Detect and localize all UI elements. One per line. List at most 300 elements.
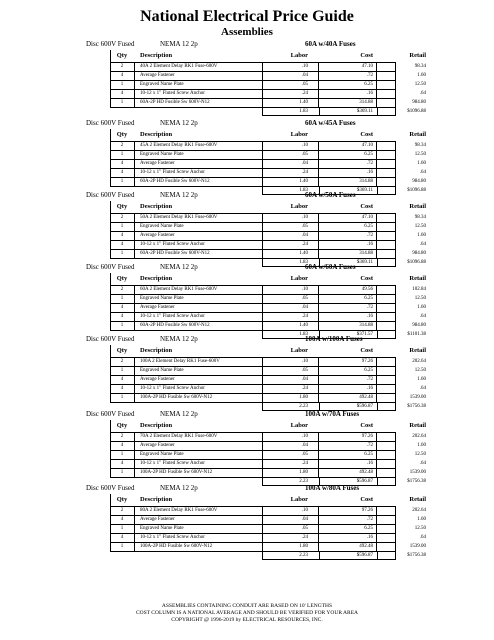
cell-divider bbox=[134, 214, 135, 222]
cell-labor: .10 bbox=[301, 215, 308, 220]
table-row bbox=[110, 142, 426, 151]
cell-divider bbox=[376, 72, 377, 80]
total-cost: $596.87 bbox=[356, 553, 373, 558]
cell-description: Engraved Name Plate bbox=[140, 296, 184, 301]
cell-divider bbox=[262, 516, 263, 524]
column-header-labor: Labor bbox=[290, 203, 308, 210]
cell-divider bbox=[376, 469, 377, 477]
section-nema: NEMA 12 2p bbox=[160, 119, 198, 127]
column-header-retail: Retail bbox=[409, 422, 426, 429]
section-nema: NEMA 12 2p bbox=[160, 40, 198, 48]
cell-retail: 1539.00 bbox=[409, 544, 426, 549]
section-header bbox=[0, 482, 494, 494]
table-row bbox=[110, 99, 426, 108]
cell-divider bbox=[262, 72, 263, 80]
table-row bbox=[110, 223, 426, 232]
cell-labor: .04 bbox=[301, 377, 308, 382]
cell-cost: 6.25 bbox=[364, 296, 373, 301]
cell-description: 10-12 x 1" Fluted Screw Anchor bbox=[140, 386, 205, 391]
table-row bbox=[110, 178, 426, 187]
section-nema: NEMA 12 2p bbox=[160, 484, 198, 492]
cell-divider bbox=[376, 460, 377, 468]
cell-divider bbox=[262, 313, 263, 321]
cell-divider bbox=[376, 90, 377, 98]
cell-divider bbox=[376, 525, 377, 533]
cell-labor: .24 bbox=[301, 535, 308, 540]
cell-qty: 4 bbox=[120, 305, 124, 310]
cell-cost: .16 bbox=[366, 386, 373, 391]
cell-qty: 4 bbox=[120, 443, 124, 448]
cell-divider bbox=[134, 385, 135, 393]
cell-divider bbox=[134, 142, 135, 150]
cell-divider bbox=[134, 313, 135, 321]
table-row bbox=[110, 295, 426, 304]
cell-retail: 98.34 bbox=[414, 215, 426, 220]
cell-cost: 47.10 bbox=[361, 215, 373, 220]
cell-cost: 314.88 bbox=[359, 179, 373, 184]
cell-divider bbox=[318, 241, 319, 249]
cell-divider bbox=[262, 525, 263, 533]
cell-divider bbox=[318, 304, 319, 312]
cell-divider bbox=[262, 63, 263, 71]
cell-divider bbox=[318, 376, 319, 384]
column-header-qty: Qty bbox=[116, 347, 128, 354]
cell-retail: 1539.00 bbox=[409, 470, 426, 475]
total-cost: $369.11 bbox=[356, 109, 373, 114]
cell-qty: 1 bbox=[120, 395, 124, 400]
cell-retail: 12.50 bbox=[414, 152, 426, 157]
cell-cost: .16 bbox=[366, 461, 373, 466]
cell-retail: 202.64 bbox=[412, 508, 426, 513]
cell-labor: .04 bbox=[301, 161, 308, 166]
section-rating: 100A w/80A Fuses bbox=[305, 484, 360, 492]
table-row bbox=[110, 90, 426, 99]
cell-description: 60A-2P HD Fusible Sw 600V-N12 bbox=[140, 179, 210, 184]
cell-cost: .72 bbox=[366, 443, 373, 448]
cell-cost: 6.25 bbox=[364, 82, 373, 87]
column-header-cost: Cost bbox=[360, 275, 373, 282]
cell-divider bbox=[262, 543, 263, 551]
cell-divider bbox=[262, 142, 263, 150]
cell-divider bbox=[318, 385, 319, 393]
cell-qty: 2 bbox=[120, 287, 124, 292]
total-retail: $1756.38 bbox=[407, 479, 426, 484]
cell-qty: 1 bbox=[120, 296, 124, 301]
table-row bbox=[110, 507, 426, 516]
cell-divider bbox=[376, 223, 377, 231]
footer-line: COST COLUMN IS A NATIONAL AVERAGE AND SHOULD BE VERIFIED FOR YOUR AREA bbox=[135, 610, 359, 616]
cell-retail: 984.80 bbox=[412, 323, 426, 328]
cell-divider bbox=[134, 433, 135, 441]
cell-divider bbox=[262, 322, 263, 330]
cell-description: 70A 2 Element Delay RK1 Fuse-600V bbox=[140, 434, 218, 439]
cell-cost: 492.48 bbox=[359, 395, 373, 400]
cell-retail: 12.50 bbox=[414, 224, 426, 229]
cell-divider bbox=[376, 250, 377, 258]
cell-retail: 98.34 bbox=[414, 143, 426, 148]
cell-description: 40A 2 Element Delay RK1 Fuse-600V bbox=[140, 64, 218, 69]
cell-description: Average Fastener bbox=[140, 161, 175, 166]
total-cost: $596.87 bbox=[356, 404, 373, 409]
cell-description: Average Fastener bbox=[140, 73, 175, 78]
cell-description: Engraved Name Plate bbox=[140, 368, 184, 373]
cell-divider bbox=[262, 99, 263, 107]
cell-divider bbox=[134, 469, 135, 477]
section-header bbox=[0, 117, 494, 129]
cell-retail: 102.84 bbox=[412, 287, 426, 292]
cell-divider bbox=[376, 151, 377, 159]
total-labor: 1.83 bbox=[299, 332, 308, 337]
cell-divider bbox=[262, 286, 263, 294]
cell-divider bbox=[134, 178, 135, 186]
footer-notes bbox=[0, 603, 494, 624]
column-header-retail: Retail bbox=[409, 496, 426, 503]
column-header-labor: Labor bbox=[290, 52, 308, 59]
column-header-description: Description bbox=[140, 131, 173, 138]
table-row bbox=[110, 376, 426, 385]
cell-qty: 4 bbox=[120, 377, 124, 382]
assembly-section bbox=[0, 408, 494, 486]
section-nema: NEMA 12 2p bbox=[160, 410, 198, 418]
cell-divider bbox=[376, 295, 377, 303]
column-header-qty: Qty bbox=[116, 422, 128, 429]
column-headers bbox=[110, 273, 426, 286]
cell-labor: .05 bbox=[301, 452, 308, 457]
cell-divider bbox=[376, 376, 377, 384]
cell-divider bbox=[319, 108, 320, 115]
cell-divider bbox=[134, 286, 135, 294]
table-row bbox=[110, 214, 426, 223]
cell-cost: 47.10 bbox=[361, 143, 373, 148]
cell-labor: .24 bbox=[301, 386, 308, 391]
column-header-description: Description bbox=[140, 496, 173, 503]
column-header-qty: Qty bbox=[116, 275, 128, 282]
cell-divider bbox=[134, 241, 135, 249]
cell-divider bbox=[262, 442, 263, 450]
cell-divider bbox=[134, 250, 135, 258]
total-retail: $1101.38 bbox=[407, 332, 426, 337]
cell-retail: 1.60 bbox=[417, 233, 426, 238]
section-header bbox=[0, 261, 494, 273]
cell-qty: 4 bbox=[120, 233, 124, 238]
cell-divider bbox=[134, 358, 135, 366]
footer-line: COPYRIGHT @ 1996-2019 by ELECTRICAL RESOURCES, INC. bbox=[171, 617, 323, 623]
cell-retail: .64 bbox=[419, 386, 426, 391]
cell-cost: 97.26 bbox=[361, 434, 373, 439]
cell-labor: .04 bbox=[301, 517, 308, 522]
cell-divider bbox=[134, 99, 135, 107]
cell-cost: 314.88 bbox=[359, 251, 373, 256]
column-header-labor: Labor bbox=[290, 131, 308, 138]
column-header-labor: Labor bbox=[290, 422, 308, 429]
cell-cost: .16 bbox=[366, 242, 373, 247]
cell-description: 100A-2P HD Fusible Sw 600V-N12 bbox=[140, 470, 213, 475]
total-labor: 1.83 bbox=[299, 109, 308, 114]
cell-retail: 12.50 bbox=[414, 368, 426, 373]
cell-labor: 1.80 bbox=[299, 544, 308, 549]
cell-qty: 1 bbox=[120, 368, 124, 373]
section-rating: 60A w/40A Fuses bbox=[305, 40, 356, 48]
cell-description: Average Fastener bbox=[140, 233, 175, 238]
cell-qty: 2 bbox=[120, 434, 124, 439]
total-row bbox=[110, 108, 426, 116]
section-type: Disc 600V Fused bbox=[86, 484, 135, 492]
cell-divider bbox=[376, 516, 377, 524]
cell-divider bbox=[376, 286, 377, 294]
cell-divider bbox=[376, 81, 377, 89]
total-labor: 1.83 bbox=[299, 188, 308, 193]
cell-description: 45A 2 Element Delay RK1 Fuse-600V bbox=[140, 143, 218, 148]
cell-cost: 314.88 bbox=[359, 323, 373, 328]
cell-divider bbox=[262, 376, 263, 384]
column-header-description: Description bbox=[140, 422, 173, 429]
cell-divider bbox=[262, 460, 263, 468]
cell-divider bbox=[262, 250, 263, 258]
cell-divider bbox=[262, 160, 263, 168]
cell-retail: 984.80 bbox=[412, 100, 426, 105]
cell-retail: 1.60 bbox=[417, 443, 426, 448]
cell-labor: .24 bbox=[301, 314, 308, 319]
cell-labor: .05 bbox=[301, 526, 308, 531]
cell-divider bbox=[318, 469, 319, 477]
cell-divider bbox=[318, 295, 319, 303]
cell-divider bbox=[318, 543, 319, 551]
section-nema: NEMA 12 2p bbox=[160, 263, 198, 271]
cell-divider bbox=[376, 142, 377, 150]
cell-divider bbox=[318, 63, 319, 71]
cell-retail: 12.50 bbox=[414, 452, 426, 457]
cell-divider bbox=[376, 358, 377, 366]
total-labor: 2.23 bbox=[299, 553, 308, 558]
cell-divider bbox=[376, 543, 377, 551]
cell-qty: 2 bbox=[120, 508, 124, 513]
cell-description: 100A 2 Element Delay RK1 Fuse-600V bbox=[140, 359, 220, 364]
total-labor: 2.23 bbox=[299, 404, 308, 409]
section-rating: 60A w/45A Fuses bbox=[305, 119, 356, 127]
column-header-cost: Cost bbox=[360, 203, 373, 210]
cell-labor: .10 bbox=[301, 287, 308, 292]
cell-divider bbox=[376, 507, 377, 515]
cell-retail: 12.50 bbox=[414, 82, 426, 87]
cell-divider bbox=[376, 394, 377, 402]
cell-description: 10-12 x 1" Fluted Screw Anchor bbox=[140, 170, 205, 175]
section-header bbox=[0, 189, 494, 201]
table-row bbox=[110, 433, 426, 442]
column-headers bbox=[110, 494, 426, 507]
cell-description: 60A 2 Element Delay RK1 Fuse-600V bbox=[140, 287, 218, 292]
cell-divider bbox=[376, 160, 377, 168]
cell-labor: .05 bbox=[301, 296, 308, 301]
cell-qty: 2 bbox=[120, 64, 124, 69]
cell-qty: 1 bbox=[120, 452, 124, 457]
assembly-section bbox=[0, 333, 494, 411]
cell-cost: .16 bbox=[366, 314, 373, 319]
cell-divider bbox=[134, 507, 135, 515]
cell-qty: 4 bbox=[120, 314, 124, 319]
cell-description: 10-12 x 1" Fluted Screw Anchor bbox=[140, 91, 205, 96]
cell-divider bbox=[318, 214, 319, 222]
cell-divider bbox=[376, 232, 377, 240]
cell-description: 60A-2P HD Fusible Sw 600V-N12 bbox=[140, 251, 210, 256]
section-nema: NEMA 12 2p bbox=[160, 335, 198, 343]
cell-divider bbox=[262, 385, 263, 393]
cell-qty: 2 bbox=[120, 143, 124, 148]
table-row bbox=[110, 169, 426, 178]
column-header-labor: Labor bbox=[290, 275, 308, 282]
cell-labor: .10 bbox=[301, 359, 308, 364]
column-header-description: Description bbox=[140, 347, 173, 354]
column-header-cost: Cost bbox=[360, 347, 373, 354]
cell-description: 60A-2P HD Fusible Sw 600V-N12 bbox=[140, 323, 210, 328]
cell-qty: 4 bbox=[120, 242, 124, 247]
cell-divider bbox=[262, 358, 263, 366]
cell-divider bbox=[262, 169, 263, 177]
cell-divider bbox=[262, 223, 263, 231]
cell-divider bbox=[376, 169, 377, 177]
cell-divider bbox=[262, 241, 263, 249]
cell-divider bbox=[262, 507, 263, 515]
table-row bbox=[110, 250, 426, 259]
total-row bbox=[110, 552, 426, 560]
assembly-section bbox=[0, 482, 494, 560]
cell-cost: .72 bbox=[366, 161, 373, 166]
cell-qty: 1 bbox=[120, 100, 124, 105]
table-row bbox=[110, 322, 426, 331]
cell-divider bbox=[134, 367, 135, 375]
cell-divider bbox=[318, 232, 319, 240]
cell-labor: 1.40 bbox=[299, 179, 308, 184]
section-type: Disc 600V Fused bbox=[86, 335, 135, 343]
cell-divider bbox=[318, 313, 319, 321]
table-row bbox=[110, 72, 426, 81]
total-retail: $1756.38 bbox=[407, 553, 426, 558]
column-header-qty: Qty bbox=[116, 203, 128, 210]
column-header-description: Description bbox=[140, 52, 173, 59]
table-row bbox=[110, 367, 426, 376]
cell-divider bbox=[134, 160, 135, 168]
cell-divider bbox=[134, 525, 135, 533]
section-type: Disc 600V Fused bbox=[86, 191, 135, 199]
cell-labor: .04 bbox=[301, 73, 308, 78]
column-headers bbox=[110, 50, 426, 63]
cell-divider bbox=[134, 90, 135, 98]
cell-labor: 1.40 bbox=[299, 100, 308, 105]
cell-cost: .72 bbox=[366, 305, 373, 310]
cell-divider bbox=[318, 460, 319, 468]
cell-retail: .64 bbox=[419, 461, 426, 466]
cell-divider bbox=[134, 295, 135, 303]
cell-qty: 4 bbox=[120, 461, 124, 466]
table-row bbox=[110, 469, 426, 478]
cell-cost: 97.26 bbox=[361, 359, 373, 364]
cell-description: Average Fastener bbox=[140, 517, 175, 522]
cell-cost: 47.10 bbox=[361, 64, 373, 69]
cell-divider bbox=[262, 81, 263, 89]
total-retail: $1096.88 bbox=[407, 109, 426, 114]
total-retail: $1756.38 bbox=[407, 404, 426, 409]
cell-labor: .04 bbox=[301, 443, 308, 448]
cell-description: Engraved Name Plate bbox=[140, 452, 184, 457]
table-row bbox=[110, 81, 426, 90]
section-rating: 100A w/100A Fuses bbox=[305, 335, 363, 343]
section-type: Disc 600V Fused bbox=[86, 119, 135, 127]
cell-divider bbox=[318, 250, 319, 258]
total-cost: $371.57 bbox=[356, 332, 373, 337]
cell-divider bbox=[262, 214, 263, 222]
page-title: National Electrical Price Guide bbox=[140, 8, 354, 25]
cell-divider bbox=[134, 322, 135, 330]
cell-divider bbox=[134, 376, 135, 384]
cell-cost: .72 bbox=[366, 73, 373, 78]
table-row bbox=[110, 232, 426, 241]
total-cost: $596.87 bbox=[356, 479, 373, 484]
section-rating: 100A w/70A Fuses bbox=[305, 410, 360, 418]
cell-labor: .10 bbox=[301, 64, 308, 69]
table-row bbox=[110, 286, 426, 295]
cell-description: 10-12 x 1" Fluted Screw Anchor bbox=[140, 461, 205, 466]
cell-qty: 1 bbox=[120, 152, 124, 157]
table-row bbox=[110, 394, 426, 403]
cell-cost: 97.26 bbox=[361, 508, 373, 513]
cell-cost: 49.56 bbox=[361, 287, 373, 292]
cell-description: 100A-2P HD Fusible Sw 600V-N12 bbox=[140, 544, 213, 549]
cell-retail: 12.50 bbox=[414, 526, 426, 531]
cell-labor: .10 bbox=[301, 434, 308, 439]
total-labor: 1.83 bbox=[299, 260, 308, 265]
cell-divider bbox=[134, 304, 135, 312]
cell-divider bbox=[319, 552, 320, 559]
cell-retail: 1.60 bbox=[417, 305, 426, 310]
total-cost: $369.11 bbox=[356, 188, 373, 193]
cell-cost: 6.25 bbox=[364, 224, 373, 229]
cell-divider bbox=[318, 99, 319, 107]
column-header-description: Description bbox=[140, 203, 173, 210]
column-header-qty: Qty bbox=[116, 131, 128, 138]
column-header-labor: Labor bbox=[290, 496, 308, 503]
column-headers bbox=[110, 345, 426, 358]
cell-divider bbox=[134, 169, 135, 177]
cell-divider bbox=[262, 232, 263, 240]
total-retail: $1096.88 bbox=[407, 188, 426, 193]
column-header-retail: Retail bbox=[409, 131, 426, 138]
cell-divider bbox=[134, 151, 135, 159]
cell-divider bbox=[318, 442, 319, 450]
cell-qty: 2 bbox=[120, 359, 124, 364]
section-header bbox=[0, 408, 494, 420]
table-row bbox=[110, 525, 426, 534]
cell-divider bbox=[376, 241, 377, 249]
cell-retail: .64 bbox=[419, 314, 426, 319]
table-row bbox=[110, 451, 426, 460]
section-rating: 60A w/60A Fuses bbox=[305, 263, 356, 271]
table-row bbox=[110, 543, 426, 552]
cell-labor: .10 bbox=[301, 508, 308, 513]
cell-divider bbox=[318, 223, 319, 231]
cell-labor: 1.40 bbox=[299, 323, 308, 328]
cell-divider bbox=[318, 286, 319, 294]
assembly-section bbox=[0, 38, 494, 116]
cell-divider bbox=[262, 367, 263, 375]
total-cost: $369.11 bbox=[356, 260, 373, 265]
cell-qty: 1 bbox=[120, 544, 124, 549]
cell-divider bbox=[318, 451, 319, 459]
cell-divider bbox=[262, 151, 263, 159]
cell-description: 60A-2P HD Fusible Sw 600V-N12 bbox=[140, 100, 210, 105]
cell-qty: 4 bbox=[120, 535, 124, 540]
section-nema: NEMA 12 2p bbox=[160, 191, 198, 199]
cell-divider bbox=[376, 367, 377, 375]
cell-cost: 6.25 bbox=[364, 526, 373, 531]
